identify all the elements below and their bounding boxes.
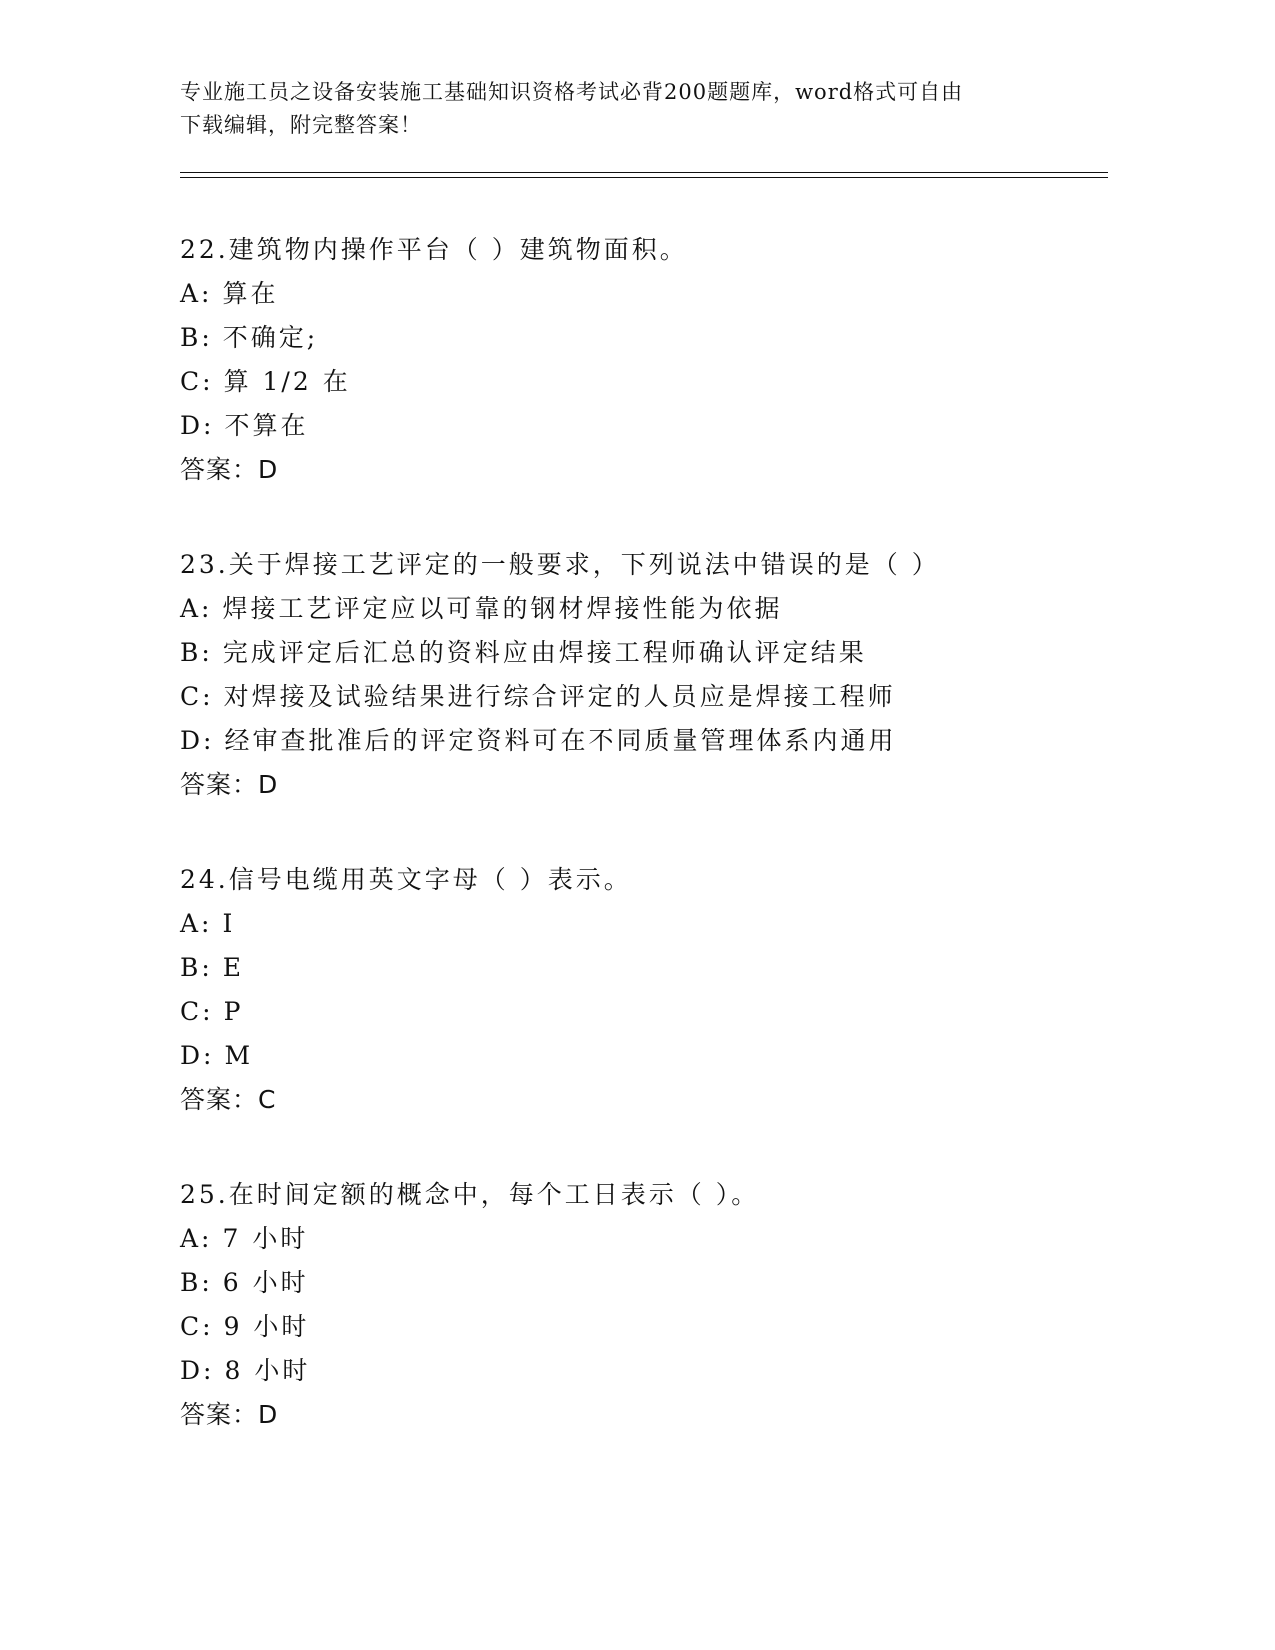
answer: 答案：D [180,770,279,799]
option-key: C: [180,997,214,1026]
option-b [180,631,1140,675]
option-a [180,1217,1140,1261]
option-key: A: [180,1224,213,1253]
option-b [180,316,1140,360]
option-key: C: [180,1312,214,1341]
option-d [180,719,1140,763]
option-key: D: [180,411,215,440]
option-text: 对焊接及试验结果进行综合评定的人员应是焊接工程师 [223,682,896,711]
option-text: E [222,953,245,982]
option-b [180,946,1140,990]
option-text: 算 1/2 在 [223,367,351,396]
option-c [180,360,1140,404]
option-key: A: [180,279,213,308]
option-key: D: [180,1041,215,1070]
option-key: B: [180,1268,213,1297]
option-key: A: [180,594,213,623]
option-key: D: [180,1356,215,1385]
option-b [180,1261,1140,1305]
option-key: D: [180,726,215,755]
header-line-1: 专业施工员之设备安装施工基础知识资格考试必背200题题库，word格式可自由 [180,80,964,104]
option-d [180,404,1140,448]
option-text: I [222,909,236,938]
option-text: P [223,997,244,1026]
option-c [180,675,1140,719]
option-a [180,902,1140,946]
question-list [180,228,1140,1488]
header-divider-top [180,172,1108,173]
option-a [180,587,1140,631]
option-text: 完成评定后汇总的资料应由焊接工程师确认评定结果 [222,638,867,667]
option-key: C: [180,367,214,396]
option-d [180,1349,1140,1393]
option-key: B: [180,638,213,667]
question-stem: 25.在时间定额的概念中，每个工日表示（ ）。 [180,1180,760,1209]
question-25 [180,1173,1140,1437]
question-22 [180,228,1140,492]
question-stem: 24.信号电缆用英文字母（ ）表示。 [180,865,632,894]
option-key: B: [180,323,213,352]
answer: 答案：D [180,455,279,484]
option-a [180,272,1140,316]
option-key: B: [180,953,213,982]
question-stem: 22.建筑物内操作平台（ ）建筑物面积。 [180,235,688,264]
header-divider-bottom [180,177,1108,178]
answer: 答案：C [180,1085,277,1114]
option-d [180,1034,1140,1078]
option-text: 7 小时 [222,1224,309,1253]
option-c [180,1305,1140,1349]
question-stem: 23.关于焊接工艺评定的一般要求，下列说法中错误的是（ ） [180,550,940,579]
header-line-2: 下载编辑，附完整答案！ [180,113,422,137]
option-c [180,990,1140,1034]
option-key: C: [180,682,214,711]
option-text: 9 小时 [223,1312,310,1341]
option-text: 焊接工艺评定应以可靠的钢材焊接性能为依据 [222,594,783,623]
question-23 [180,543,1140,807]
answer: 答案：D [180,1400,279,1429]
option-text: 8 小时 [224,1356,311,1385]
option-text: 不确定; [222,323,319,352]
option-text: 6 小时 [222,1268,309,1297]
option-text: 不算在 [224,411,309,440]
document-header [180,76,1060,142]
option-text: 算在 [222,279,279,308]
option-text: M [224,1041,254,1070]
option-key: A: [180,909,213,938]
option-text: 经审查批准后的评定资料可在不同质量管理体系内通用 [224,726,897,755]
question-24 [180,858,1140,1122]
